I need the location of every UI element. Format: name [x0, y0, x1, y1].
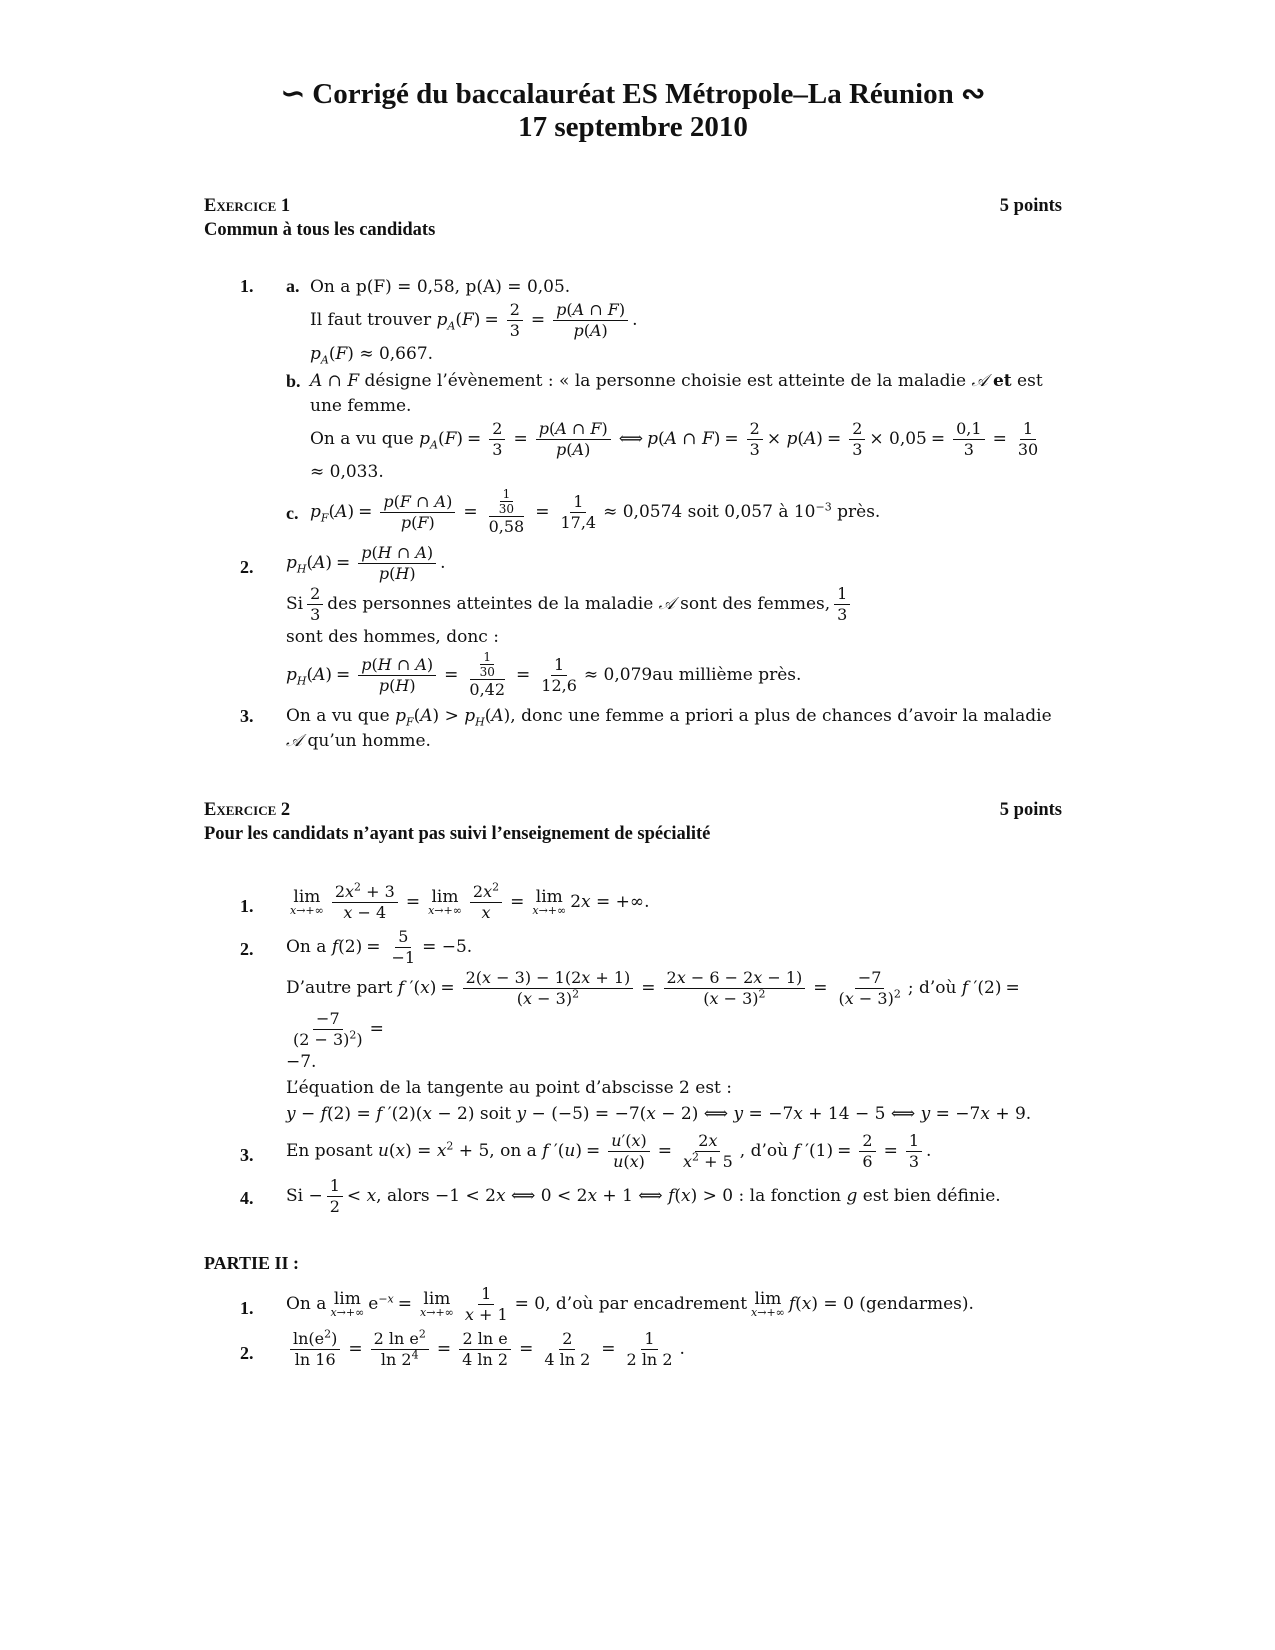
question-2: 2. $p_H(A)$ = $\frac{p(H \cap A)}{p(H)}$ . Si $\frac{2}{3}$ des personnes atteintes de la maladie 𝒜 sont des femmes, $\frac{1}{3}$ sont des hommes, donc : $p_H(A)$ = $\frac{p(H \cap A)}{p(H)}$ = $\frac{\frac{1}{30}}{0,42}$ = $\frac{1}{12,6}$ ≈ 0,079au millième près.	[204, 543, 1062, 700]
partie-2-question-1: 1. On a lim x→+∞ $e^{-x}$ = lim x→+∞ $\frac{1}{x + 1}$ = 0, d’où par encadrement lim x→+∞ f(x) = 0 (gendarmes).	[204, 1284, 1062, 1325]
q2-equation: $p_H(A)$ = $\frac{p(H \cap A)}{p(H)}$ .	[286, 543, 446, 583]
exercise-2-header	[204, 798, 1062, 846]
question-1: 1. a. On a p(F) = 0,58, p(A) = 0,05. Il faut trouver $p_A(F)$ = $\frac{2}{3}$ = $\frac{p(A \cap F)}{p(A)}$ . $p_A(F) \approx 0,667$. b. A ∩ F désigne l’évènement : « la personne choisie est atteinte de la maladie 𝒜 et est une femme. On a vu que $p_A(F)$ = $\frac{2}{3}$ = $\frac{p(A \cap F)}{p(A)}$ ⟺ p(A ∩ F) = $\frac{2}{3}$ × p(A) = $\frac{2}{3}$ × 0,05 = $\frac{0,1}{3}$ = $\frac{1}{30}$ ≈ 0,033. c. $p_F(A)$ = $\frac{p(F \cap A)}{p(F)}$ = $\frac{\frac{1}{30}}{0,58}$ = $\frac{1}{17,4}$ ≈ 0,0574 soit 0,057 à $10^{-3}$ près.	[204, 274, 1062, 539]
question-1c: c. $p_F(A)$ = $\frac{p(F \cap A)}{p(F)}$ = $\frac{\frac{1}{30}}{0,58}$ = $\frac{1}{17,4}$ ≈ 0,0574 soit 0,057 à $10^{-3}$ près.	[286, 487, 1062, 537]
ex2-question-1: 1. lim x→+∞ $\frac{2x^2 + 3}{x - 4}$ = lim x→+∞ $\frac{2x^2}{x}$ = lim x→+∞ 2x = +∞.	[204, 882, 1062, 923]
partie-2-question-2: 2. $\frac{\ln(e^2)}{\ln 16}$ = $\frac{2 \ln e^2}{\ln 2^4}$ = $\frac{\text{2 ln e}}{4 \ln 2}$ = $\frac{2}{4 \ln 2}$ = $\frac{1}{2 \ln 2}$ .	[204, 1329, 1062, 1370]
ex2-question-4: 4. Si − $\frac{1}{2}$ < x, alors −1 < 2x ⟺ 0 < 2x + 1 ⟺ f(x) > 0 : la fonction g est bien définie.	[204, 1176, 1062, 1217]
q1c-equation: $p_F(A)$ = $\frac{p(F \cap A)}{p(F)}$ = $\frac{\frac{1}{30}}{0,58}$ = $\frac{1}{17,4}$ ≈ 0,0574 soit 0,057 à $10^{-3}$ près.	[310, 487, 881, 536]
exercise-1-points: 5 points	[999, 196, 1062, 216]
ex2-q2-line3: L’équation de la tangente au point d’abscisse 2 est :	[286, 1077, 733, 1098]
document-page	[204, 78, 1062, 1374]
q2-text: Si $\frac{2}{3}$ des personnes atteintes de la maladie 𝒜 sont des femmes, $\frac{1}{3}$ sont des hommes, donc :	[286, 584, 1062, 650]
q1a-line2: Il faut trouver $p_A(F)$ = $\frac{2}{3}$ = $\frac{p(A \cap F)}{p(A)}$ .	[310, 300, 638, 340]
q2-equation2: $p_H(A)$ = $\frac{p(H \cap A)}{p(H)}$ = $\frac{\frac{1}{30}}{0,42}$ = $\frac{1}{12,6}$ ≈ 0,079au millième près.	[286, 650, 802, 699]
exercise-2-points: 5 points	[999, 800, 1062, 820]
p2-q2-equation: $\frac{\ln(e^2)}{\ln 16}$ = $\frac{2 \ln e^2}{\ln 2^4}$ = $\frac{\text{2 ln e}}{4 \ln 2}$ = $\frac{2}{4 \ln 2}$ = $\frac{1}{2 \ln 2}$ .	[286, 1329, 1062, 1370]
question-1a: a. On a p(F) = 0,58, p(A) = 0,05. Il faut trouver $p_A(F)$ = $\frac{2}{3}$ = $\frac{p(A \cap F)}{p(A)}$ . $p_A(F) \approx 0,667$.	[286, 274, 1062, 367]
ex2-q1-equation: lim x→+∞ $\frac{2x^2 + 3}{x - 4}$ = lim x→+∞ $\frac{2x^2}{x}$ = lim x→+∞ 2x = +∞.	[290, 880, 650, 922]
q1b-equation: On a vu que $p_A(F)$ = $\frac{2}{3}$ = $\frac{p(A \cap F)}{p(A)}$ ⟺ p(A ∩ F) = $\frac{2}{3}$ × p(A) = $\frac{2}{3}$ × 0,05 = $\frac{0,1}{3}$ = $\frac{1}{30}$ ≈ 0,033.	[310, 419, 1039, 482]
q1a-line3: $p_A(F) \approx 0,667$.	[310, 343, 434, 366]
ex2-question-2: 2. On a f(2) = $\frac{5}{-1}$ = −5. D’autre part f ′(x) = $\frac{2(x - 3) - 1(2x + 1)}{(x - 3)^2}$ = $\frac{2x - 6 - 2x - 1)}{(x - 3)^2}$ = $\frac{-7}{(x - 3)^2}$ ; d’où f ′(2) = $\frac{-7}{(2 - 3)^2)}$ = −7. L’équation de la tangente au point d’abscisse 2 est : y − f(2) = f ′(2)(x − 2) soit y − (−5) = −7(x − 2) ⟺ y = −7x + 14 − 5 ⟺ y = −7x + 9.	[204, 927, 1062, 1127]
exercise-1-subtitle: Commun à tous les candidats	[204, 220, 436, 240]
q3-text: On a vu que $p_F(A) > p_H(A)$, donc une femme a priori a plus de chances d’avoir la maladie 𝒜 qu’un homme.	[286, 706, 1052, 751]
partie-2-body	[204, 1284, 1062, 1370]
ex2-q2-line2: D’autre part f ′(x) = $\frac{2(x - 3) - 1(2x + 1)}{(x - 3)^2}$ = $\frac{2x - 6 - 2x - 1)}{(x - 3)^2}$ = $\frac{-7}{(x - 3)^2}$ ; d’où f ′(2) = $\frac{-7}{(2 - 3)^2)}$ = −7.	[286, 968, 1020, 1072]
ex2-q4-equation: Si − $\frac{1}{2}$ < x, alors −1 < 2x ⟺ 0 < 2x + 1 ⟺ f(x) > 0 : la fonction g est bien définie.	[286, 1176, 1001, 1216]
exercise-1-label: Exercice 1	[204, 196, 291, 216]
q1a-line1: On a p(F) = 0,58, p(A) = 0,05.	[310, 276, 571, 297]
exercise-1-body	[204, 274, 1062, 754]
document-title: ∽ Corrigé du baccalauréat ES Métropole–La Réunion ∾ 17 septembre 2010	[280, 78, 986, 143]
exercise-2-subtitle: Pour les candidats n’ayant pas suivi l’enseignement de spécialité	[204, 824, 711, 844]
ex2-question-3: 3. En posant $u(x) = x^2 + 5$, on a f ′(u) = $\frac{u'(x)}{u(x)}$ = $\frac{2x}{x^2 + 5}$ , d’où f ′(1) = $\frac{2}{6}$ = $\frac{1}{3}$ .	[204, 1131, 1062, 1172]
question-1b: b. A ∩ F désigne l’évènement : « la personne choisie est atteinte de la maladie 𝒜 et est une femme. On a vu que $p_A(F)$ = $\frac{2}{3}$ = $\frac{p(A \cap F)}{p(A)}$ ⟺ p(A ∩ F) = $\frac{2}{3}$ × p(A) = $\frac{2}{3}$ × 0,05 = $\frac{0,1}{3}$ = $\frac{1}{30}$ ≈ 0,033.	[286, 369, 1062, 485]
q1b-text: A ∩ F désigne l’évènement : « la personne choisie est atteinte de la maladie 𝒜 et est une femme.	[310, 371, 1043, 416]
exercise-2-label: Exercice 2	[204, 800, 291, 820]
ex2-q2-line4: y − f(2) = f ′(2)(x − 2) soit y − (−5) = −7(x − 2) ⟺ y = −7x + 14 − 5 ⟺ y = −7x + 9.	[286, 1103, 1032, 1124]
p2-q1-equation: On a lim x→+∞ $e^{-x}$ = lim x→+∞ $\frac{1}{x + 1}$ = 0, d’où par encadrement lim x→+∞ f(x) = 0 (gendarmes).	[286, 1284, 974, 1324]
ex2-q3-equation: En posant $u(x) = x^2 + 5$, on a f ′(u) = $\frac{u'(x)}{u(x)}$ = $\frac{2x}{x^2 + 5}$ , d’où f ′(1) = $\frac{2}{6}$ = $\frac{1}{3}$ .	[286, 1131, 932, 1171]
partie-2-heading: PARTIE II :	[204, 1253, 300, 1273]
question-3: 3. On a vu que $p_F(A) > p_H(A)$, donc une femme a priori a plus de chances d’avoir la maladie 𝒜 qu’un homme.	[204, 704, 1062, 754]
ex2-q2-line1: On a f(2) = $\frac{5}{-1}$ = −5.	[286, 927, 473, 967]
exercise-2-body	[204, 882, 1062, 1217]
exercise-1-header	[204, 194, 1062, 242]
